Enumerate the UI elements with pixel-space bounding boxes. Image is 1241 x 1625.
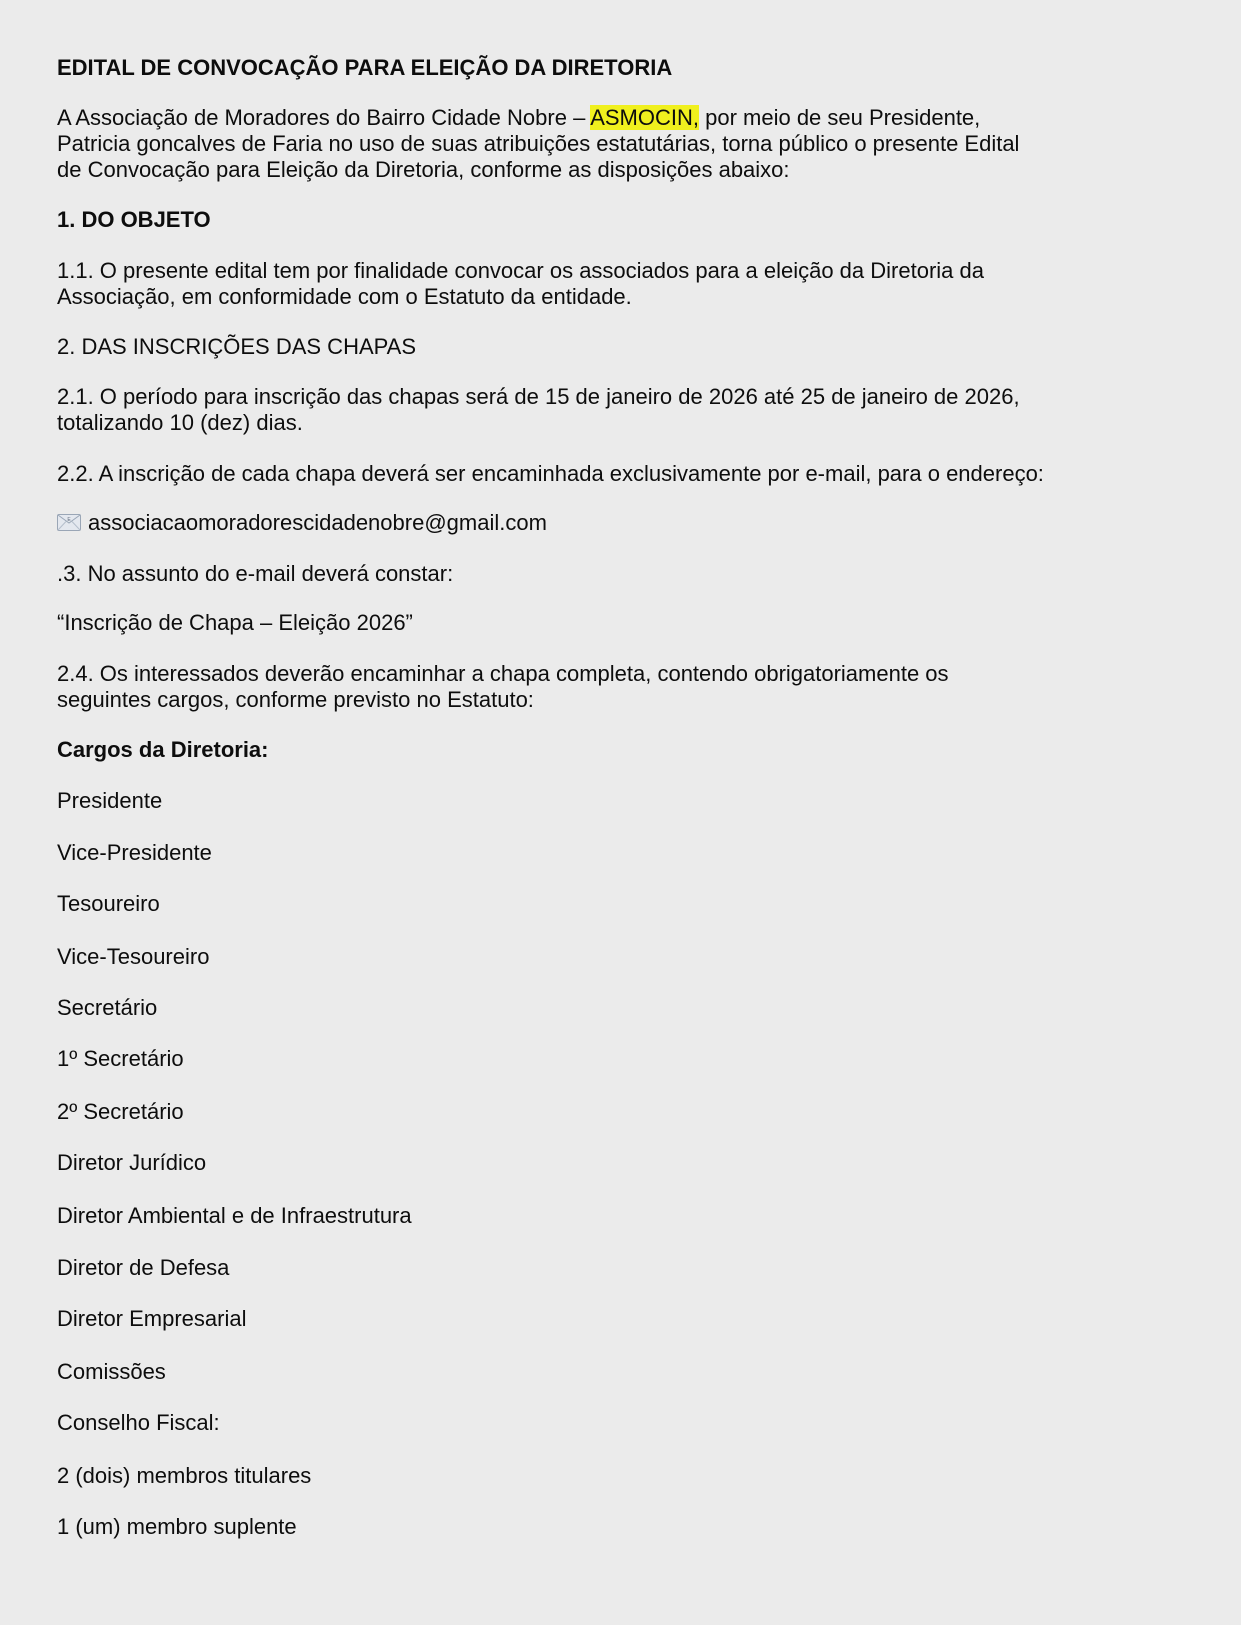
item-2-2: 2.2. A inscrição de cada chapa deverá ser encaminhada exclusivamente por e-mail, para o endereço: [57, 461, 1044, 486]
cargo-item: 2 (dois) membros titulares [57, 1463, 312, 1488]
cargo-item: Diretor Ambiental e de Infraestrutura [57, 1203, 412, 1228]
section-2-heading: 2. DAS INSCRIÇÕES DAS CHAPAS [57, 334, 417, 359]
cargo-item: 2º Secretário [57, 1099, 184, 1124]
item-2-4 [57, 661, 949, 713]
cargo-item: Secretário [57, 995, 158, 1020]
envelope-icon [57, 511, 81, 528]
cargo-item: Conselho Fiscal: [57, 1410, 220, 1435]
item-2-1 [57, 384, 1020, 436]
cargo-item: Diretor Empresarial [57, 1306, 247, 1331]
cargo-item: Diretor de Defesa [57, 1255, 230, 1280]
cargo-item: Vice-Tesoureiro [57, 944, 210, 969]
cargo-item: Comissões [57, 1359, 166, 1384]
intro-line-3: de Convocação para Eleição da Diretoria, conforme as disposições abaixo: [57, 157, 790, 182]
item-2-3: .3. No assunto do e-mail deverá constar: [57, 561, 454, 586]
item-1-1-line-1: 1.1. O presente edital tem por finalidade convocar os associados para a eleição da Diretoria da [57, 258, 984, 283]
intro-line-1 [57, 105, 1019, 131]
cargo-item: 1º Secretário [57, 1046, 184, 1071]
highlighted-acronym: ASMOCIN, [590, 105, 699, 130]
item-2-1-line-2: totalizando 10 (dez) dias. [57, 410, 303, 435]
cargo-item: Presidente [57, 788, 163, 813]
section-1-heading: 1. DO OBJETO [57, 207, 211, 232]
cargo-item: 1 (um) membro suplente [57, 1514, 297, 1539]
cargo-item: Diretor Jurídico [57, 1150, 207, 1175]
email-line [57, 510, 547, 536]
intro-text-after: por meio de seu Presidente, [699, 105, 981, 130]
document-title: EDITAL DE CONVOCAÇÃO PARA ELEIÇÃO DA DIRETORIA [57, 55, 673, 80]
email-address[interactable]: associacaomoradorescidadenobre@gmail.com [88, 510, 547, 535]
intro-line-2: Patricia goncalves de Faria no uso de suas atribuições estatutárias, torna público o presente Edital [57, 131, 1020, 156]
item-2-4-line-2: seguintes cargos, conforme previsto no Estatuto: [57, 687, 534, 712]
cargo-item: Vice-Presidente [57, 840, 212, 865]
svg-text:E: E [67, 517, 71, 523]
cargo-item: Tesoureiro [57, 891, 160, 916]
item-1-1-line-2: Associação, em conformidade com o Estatuto da entidade. [57, 284, 632, 309]
cargos-heading: Cargos da Diretoria: [57, 737, 269, 762]
item-2-4-line-1: 2.4. Os interessados deverão encaminhar a chapa completa, contendo obrigatoriamente os [57, 661, 949, 686]
item-2-1-line-1: 2.1. O período para inscrição das chapas será de 15 de janeiro de 2026 até 25 de janeiro de 2026, [57, 384, 1020, 409]
intro-paragraph [57, 105, 1019, 183]
item-1-1 [57, 258, 984, 310]
email-subject: “Inscrição de Chapa – Eleição 2026” [57, 610, 413, 635]
intro-text-before: A Associação de Moradores do Bairro Cidade Nobre – [57, 105, 591, 130]
